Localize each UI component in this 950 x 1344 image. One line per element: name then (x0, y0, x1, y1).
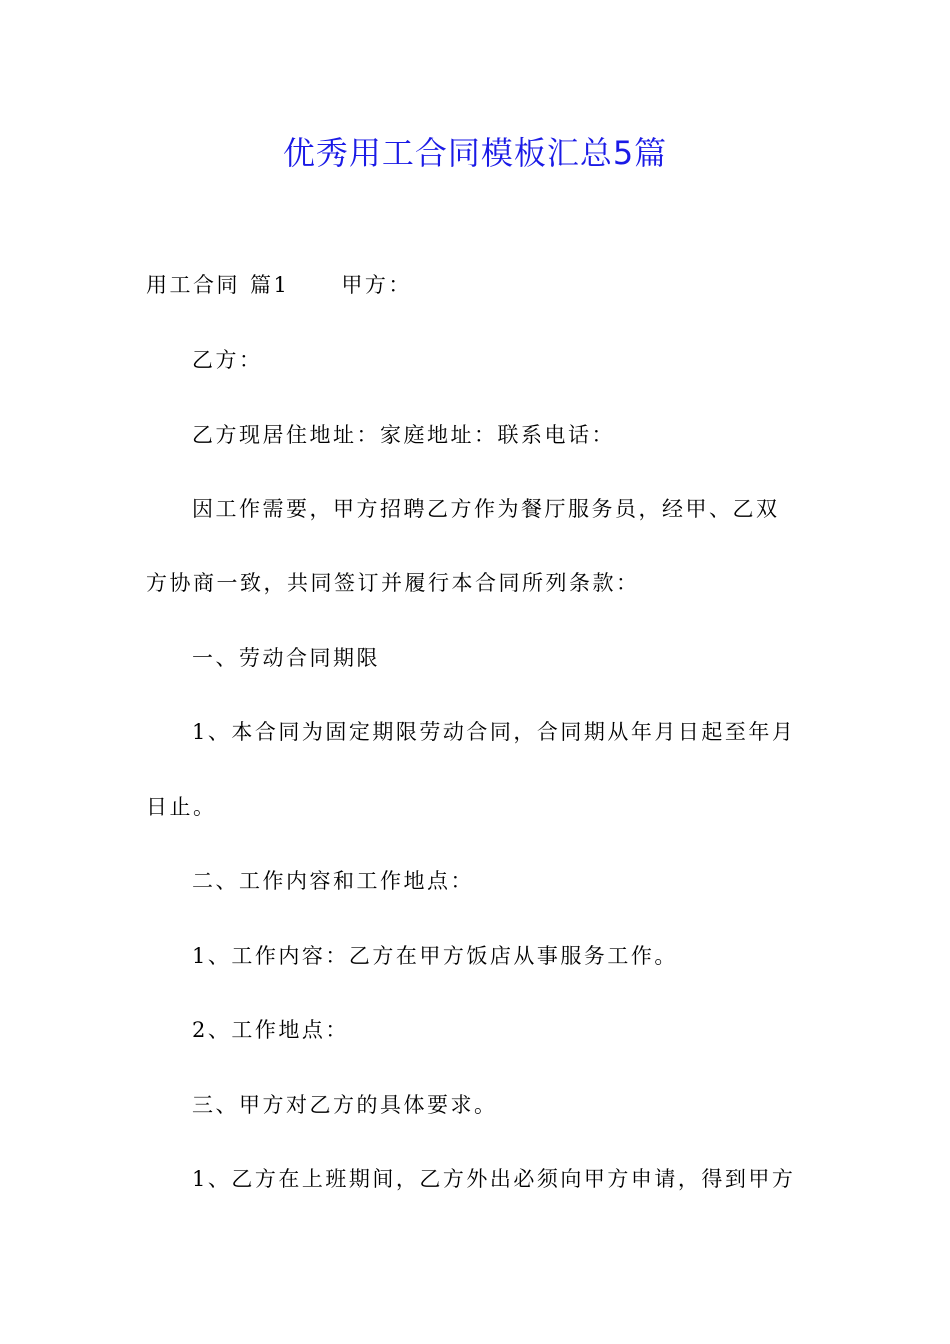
section-label: 用工合同 (146, 273, 240, 297)
paragraph-term-line-1: 1、本合同为固定期限劳动合同，合同期从年月日起至年月 (192, 720, 796, 744)
paragraph-intro-line-2: 方协商一致，共同签订并履行本合同所列条款： (146, 571, 640, 595)
paragraph-intro-line-1: 因工作需要，甲方招聘乙方作为餐厅服务员，经甲、乙双 (192, 497, 780, 521)
paragraph-work-content: 1、工作内容：乙方在甲方饭店从事服务工作。 (192, 944, 678, 968)
paragraph-work-location: 2、工作地点： (192, 1018, 349, 1042)
paragraph-term-line-2: 日止。 (146, 795, 217, 819)
heading-requirements: 三、甲方对乙方的具体要求。 (192, 1093, 498, 1117)
heading-contract-term: 一、劳动合同期限 (192, 646, 380, 670)
header-line (146, 270, 806, 300)
party-a-label: 甲方： (341, 273, 412, 297)
paragraph-addresses: 乙方现居住地址：家庭地址：联系电话： (192, 423, 615, 447)
part-label: 篇1 (250, 273, 290, 297)
paragraph-party-b: 乙方： (192, 348, 263, 372)
heading-work-content: 二、工作内容和工作地点： (192, 869, 474, 893)
document-title: 优秀用工合同模板汇总5篇 (282, 134, 668, 172)
paragraph-requirements-1: 1、乙方在上班期间，乙方外出必须向甲方申请，得到甲方 (192, 1167, 796, 1191)
